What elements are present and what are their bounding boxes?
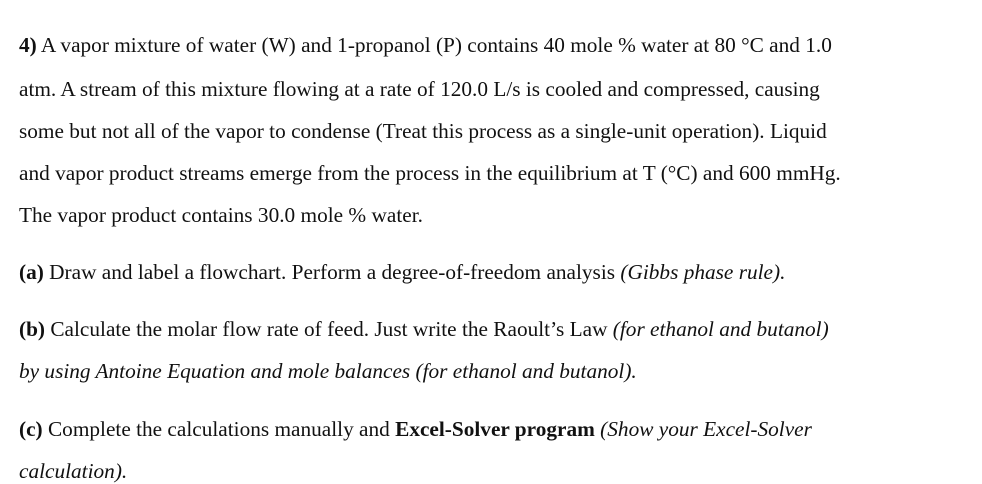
part-c — [19, 416, 812, 442]
question-line-3: some but not all of the vapor to condense (Treat this process as a single-unit operation). Liquid — [19, 119, 827, 143]
part-b-italic: (for ethanol and butanol) — [612, 317, 829, 341]
question-line-4: and vapor product streams emerge from the process in the equilibrium at T (°C) and 600 mmHg. — [19, 161, 841, 185]
question-line-5: The vapor product contains 30.0 mole % water. — [19, 203, 423, 227]
part-c-line-2: calculation). — [19, 459, 128, 483]
question-line-1 — [19, 32, 832, 58]
part-c-label: (c) — [19, 417, 43, 441]
part-c-text: Complete the calculations manually and — [42, 417, 396, 441]
part-b-label: (b) — [19, 317, 46, 341]
part-c-bold: Excel-Solver program — [395, 417, 595, 441]
part-c-italic: (Show your Excel-Solver — [594, 417, 812, 441]
part-b-text: Calculate the molar flow rate of feed. Just write the Raoult’s Law — [45, 317, 613, 341]
part-b — [19, 316, 829, 342]
question-text: A vapor mixture of water (W) and 1-propanol (P) contains 40 mole % water at 80 °C and 1.0 — [36, 33, 832, 57]
part-a — [19, 259, 785, 285]
part-a-text: Draw and label a flowchart. Perform a degree-of-freedom analysis — [43, 260, 621, 284]
question-number: 4) — [19, 33, 37, 57]
part-a-label: (a) — [19, 260, 44, 284]
question-line-2: atm. A stream of this mixture flowing at a rate of 120.0 L/s is cooled and compressed, causing — [19, 77, 820, 101]
part-a-italic: (Gibbs phase rule). — [620, 260, 786, 284]
part-b-line-2: by using Antoine Equation and mole balances (for ethanol and butanol). — [19, 359, 637, 383]
